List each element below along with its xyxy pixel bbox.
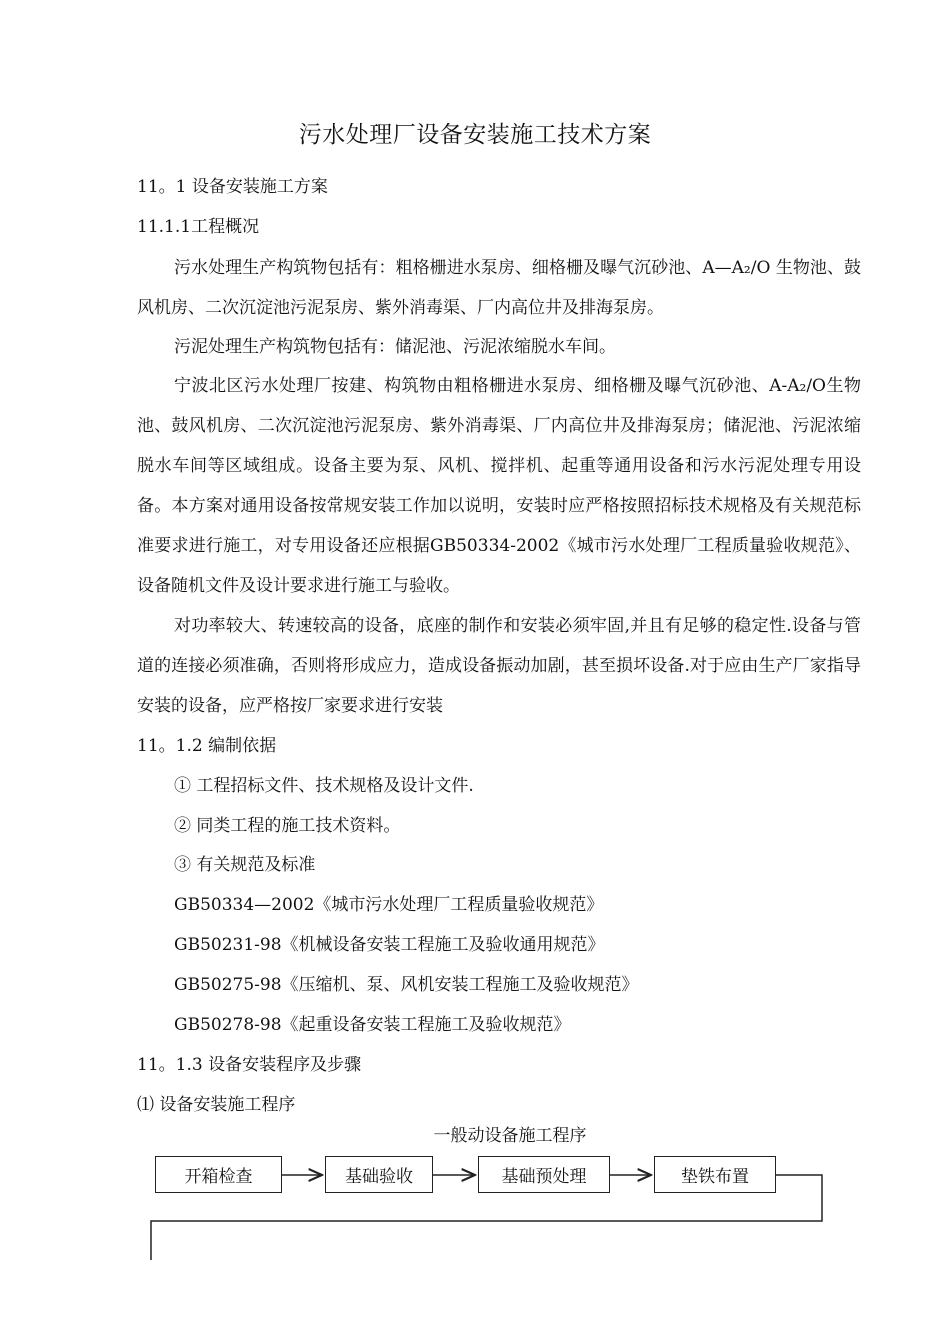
- paragraph-equipment-requirements: 对功率较大、转速较高的设备，底座的制作和安装必须牢固,并且有足够的稳定性.设备与管道的连接必须准确，否则将形成应力，造成设备振动加剧，甚至损坏设备.对于应由生产厂家指导安装的设备，应严格按厂家要求进行安装: [137, 616, 861, 716]
- paragraph-project-overview: 宁波北区污水处理厂按建、构筑物由粗格栅进水泵房、细格栅及曝气沉砂池、A-A₂/O生物池、鼓风机房、二次沉淀池污泥泵房、紫外消毒渠、厂内高位井及排海泵房；储泥池、污泥浓缩脱水车间等区域组成。设备主要为泵、风机、搅拌机、起重等通用设备和污水污泥处理专用设备。本方案对通用设备按常规安装工作加以说明，安装时应严格按照招标技术规格及有关规范标准要求进行施工，对专用设备还应根据GB50334-2002《城市污水处理厂工程质量验收规范》、设备随机文件及设计要求进行施工与验收。: [137, 376, 861, 596]
- sub-item-installation-procedure: ⑴ 设备安装施工程序: [137, 1095, 296, 1115]
- paragraph-sludge-structures: 污泥处理生产构筑物包括有：储泥池、污泥浓缩脱水车间。: [174, 337, 616, 357]
- standard-item: GB50334—2002《城市污水处理厂工程质量验收规范》: [174, 895, 604, 915]
- standard-item: GB50231-98《机械设备安装工程施工及验收通用规范》: [174, 935, 605, 955]
- flowchart-title: 一般动设备施工程序: [433, 1126, 587, 1146]
- section-heading-11-1-1: 11.1.1工程概况: [137, 217, 260, 237]
- standard-item: GB50278-98《起重设备安装工程施工及验收规范》: [174, 1015, 571, 1035]
- basis-item: ② 同类工程的施工技术资料。: [174, 816, 401, 836]
- flow-step-foundation-pretreatment: 基础预处理: [478, 1156, 610, 1193]
- basis-item: ③ 有关规范及标准: [174, 855, 316, 875]
- document-title: 污水处理厂设备安装施工技术方案: [298, 122, 652, 148]
- section-heading-11-1: 11。1 设备安装施工方案: [137, 177, 328, 197]
- section-heading-11-1-3: 11。1.3 设备安装程序及步骤: [137, 1055, 362, 1075]
- flow-step-unpacking-inspection: 开箱检查: [155, 1156, 282, 1193]
- paragraph-sewage-structures: 污水处理生产构筑物包括有：粗格栅进水泵房、细格栅及曝气沉砂池、A—A₂/O 生物池、鼓风机房、二次沉淀池污泥泵房、紫外消毒渠、厂内高位井及排海泵房。: [137, 258, 861, 318]
- flow-step-foundation-acceptance: 基础验收: [325, 1156, 433, 1193]
- basis-item: ① 工程招标文件、技术规格及设计文件.: [174, 776, 474, 796]
- standard-item: GB50275-98《压缩机、泵、风机安装工程施工及验收规范》: [174, 975, 639, 995]
- flow-step-shim-layout: 垫铁布置: [654, 1156, 776, 1193]
- section-heading-11-1-2: 11。1.2 编制依据: [137, 736, 277, 756]
